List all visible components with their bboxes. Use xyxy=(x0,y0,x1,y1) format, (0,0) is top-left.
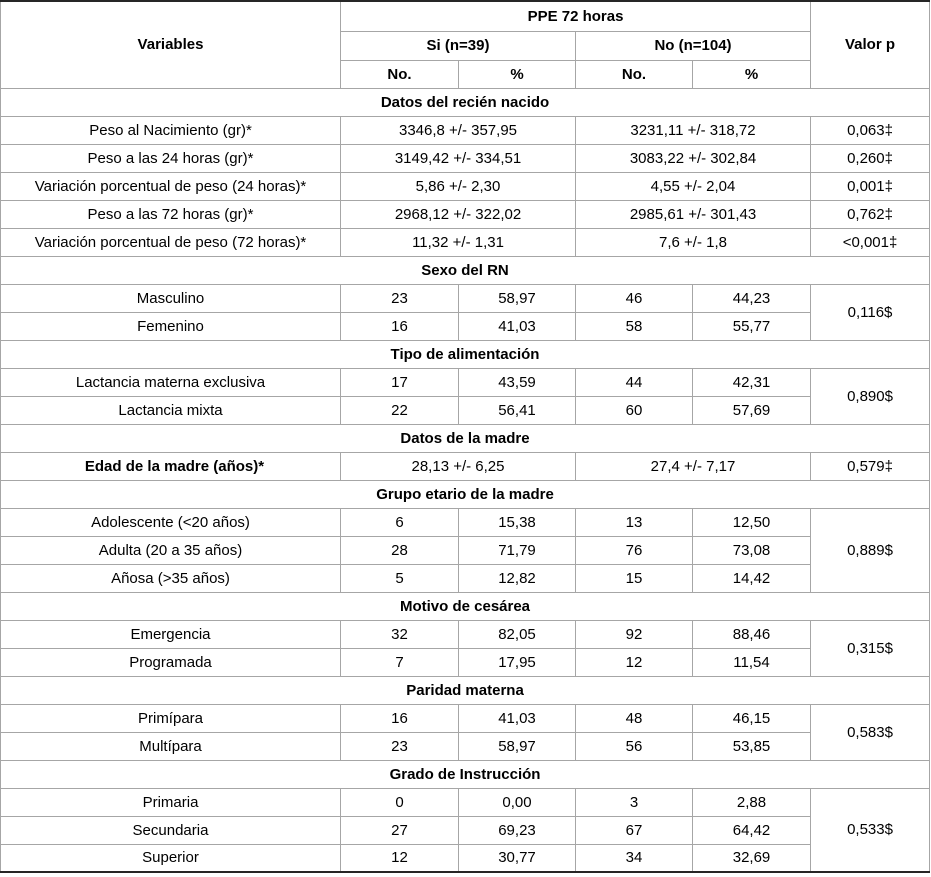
p-value: 0,315$ xyxy=(811,620,930,676)
p-value: 0,889$ xyxy=(811,508,930,592)
si-count: 22 xyxy=(341,396,459,424)
si-count: 6 xyxy=(341,508,459,536)
variable-label: Multípara xyxy=(1,732,341,760)
data-row xyxy=(1,732,930,760)
no-group-header: No (n=104) xyxy=(576,31,811,60)
variable-label: Variación porcentual de peso (72 horas)* xyxy=(1,228,341,256)
variable-label: Lactancia materna exclusiva xyxy=(1,368,341,396)
no-percent: 42,31 xyxy=(693,368,811,396)
si-percent: 43,59 xyxy=(459,368,576,396)
si-percent: 12,82 xyxy=(459,564,576,592)
section-title: Datos del recién nacido xyxy=(1,88,930,116)
si-percent: 56,41 xyxy=(459,396,576,424)
section-title: Sexo del RN xyxy=(1,256,930,284)
no-percent: 12,50 xyxy=(693,508,811,536)
no-mean-value: 7,6 +/- 1,8 xyxy=(576,228,811,256)
no-count: 34 xyxy=(576,844,693,872)
no-count: 76 xyxy=(576,536,693,564)
variable-label: Variación porcentual de peso (24 horas)* xyxy=(1,172,341,200)
no-mean-value: 2985,61 +/- 301,43 xyxy=(576,200,811,228)
data-row xyxy=(1,200,930,228)
section-row xyxy=(1,480,930,508)
variable-label: Secundaria xyxy=(1,816,341,844)
variable-label: Peso al Nacimiento (gr)* xyxy=(1,116,341,144)
no-count: 48 xyxy=(576,704,693,732)
p-value: 0,890$ xyxy=(811,368,930,424)
si-mean-value: 3149,42 +/- 334,51 xyxy=(341,144,576,172)
section-title: Paridad materna xyxy=(1,676,930,704)
section-title: Grado de Instrucción xyxy=(1,760,930,788)
si-percent: 0,00 xyxy=(459,788,576,816)
no-count: 92 xyxy=(576,620,693,648)
header-row-1 xyxy=(1,1,930,31)
si-count: 12 xyxy=(341,844,459,872)
si-count-subheader: No. xyxy=(341,60,459,88)
no-percent: 14,42 xyxy=(693,564,811,592)
section-row xyxy=(1,88,930,116)
p-value: 0,579‡ xyxy=(811,452,930,480)
p-value: 0,762‡ xyxy=(811,200,930,228)
si-mean-value: 2968,12 +/- 322,02 xyxy=(341,200,576,228)
no-count: 3 xyxy=(576,788,693,816)
variable-label: Añosa (>35 años) xyxy=(1,564,341,592)
variable-label: Primípara xyxy=(1,704,341,732)
data-row xyxy=(1,172,930,200)
variable-label: Adulta (20 a 35 años) xyxy=(1,536,341,564)
si-count: 16 xyxy=(341,704,459,732)
no-count: 58 xyxy=(576,312,693,340)
si-mean-value: 5,86 +/- 2,30 xyxy=(341,172,576,200)
data-row xyxy=(1,396,930,424)
valor-p-column-header: Valor p xyxy=(811,1,930,88)
si-percent: 58,97 xyxy=(459,284,576,312)
si-count: 16 xyxy=(341,312,459,340)
section-row xyxy=(1,592,930,620)
no-percent: 88,46 xyxy=(693,620,811,648)
data-row xyxy=(1,564,930,592)
section-title: Datos de la madre xyxy=(1,424,930,452)
data-row xyxy=(1,144,930,172)
table-header xyxy=(1,1,930,88)
no-count: 67 xyxy=(576,816,693,844)
si-mean-value: 28,13 +/- 6,25 xyxy=(341,452,576,480)
variable-label: Primaria xyxy=(1,788,341,816)
variable-label: Superior xyxy=(1,844,341,872)
no-mean-value: 4,55 +/- 2,04 xyxy=(576,172,811,200)
si-count: 27 xyxy=(341,816,459,844)
p-value: 0,533$ xyxy=(811,788,930,872)
section-title: Tipo de alimentación xyxy=(1,340,930,368)
data-row xyxy=(1,620,930,648)
no-percent-subheader: % xyxy=(693,60,811,88)
section-title: Motivo de cesárea xyxy=(1,592,930,620)
variable-label: Lactancia mixta xyxy=(1,396,341,424)
section-row xyxy=(1,676,930,704)
variable-label: Peso a las 72 horas (gr)* xyxy=(1,200,341,228)
no-count-subheader: No. xyxy=(576,60,693,88)
si-percent: 41,03 xyxy=(459,312,576,340)
si-mean-value: 3346,8 +/- 357,95 xyxy=(341,116,576,144)
variable-label: Adolescente (<20 años) xyxy=(1,508,341,536)
data-row xyxy=(1,452,930,480)
no-count: 56 xyxy=(576,732,693,760)
no-percent: 57,69 xyxy=(693,396,811,424)
variable-label: Edad de la madre (años)* xyxy=(1,452,341,480)
no-percent: 64,42 xyxy=(693,816,811,844)
data-row xyxy=(1,228,930,256)
si-percent: 30,77 xyxy=(459,844,576,872)
no-mean-value: 3231,11 +/- 318,72 xyxy=(576,116,811,144)
si-mean-value: 11,32 +/- 1,31 xyxy=(341,228,576,256)
data-row xyxy=(1,816,930,844)
p-value: 0,583$ xyxy=(811,704,930,760)
data-row xyxy=(1,116,930,144)
table-body xyxy=(1,88,930,872)
si-percent: 17,95 xyxy=(459,648,576,676)
no-mean-value: 27,4 +/- 7,17 xyxy=(576,452,811,480)
si-count: 0 xyxy=(341,788,459,816)
variable-label: Emergencia xyxy=(1,620,341,648)
variables-column-header: Variables xyxy=(1,1,341,88)
p-value: 0,260‡ xyxy=(811,144,930,172)
no-count: 60 xyxy=(576,396,693,424)
p-value: <0,001‡ xyxy=(811,228,930,256)
si-count: 32 xyxy=(341,620,459,648)
si-percent: 71,79 xyxy=(459,536,576,564)
si-count: 7 xyxy=(341,648,459,676)
si-count: 5 xyxy=(341,564,459,592)
variable-label: Masculino xyxy=(1,284,341,312)
section-row xyxy=(1,256,930,284)
no-mean-value: 3083,22 +/- 302,84 xyxy=(576,144,811,172)
no-count: 12 xyxy=(576,648,693,676)
variable-label: Programada xyxy=(1,648,341,676)
data-row xyxy=(1,704,930,732)
si-percent: 41,03 xyxy=(459,704,576,732)
data-row xyxy=(1,788,930,816)
si-count: 28 xyxy=(341,536,459,564)
p-value: 0,116$ xyxy=(811,284,930,340)
data-row xyxy=(1,844,930,872)
si-count: 17 xyxy=(341,368,459,396)
no-percent: 46,15 xyxy=(693,704,811,732)
no-percent: 11,54 xyxy=(693,648,811,676)
variable-label: Femenino xyxy=(1,312,341,340)
no-percent: 53,85 xyxy=(693,732,811,760)
section-row xyxy=(1,424,930,452)
si-percent: 69,23 xyxy=(459,816,576,844)
no-count: 46 xyxy=(576,284,693,312)
si-percent: 15,38 xyxy=(459,508,576,536)
section-row xyxy=(1,340,930,368)
data-row xyxy=(1,284,930,312)
no-count: 15 xyxy=(576,564,693,592)
no-percent: 32,69 xyxy=(693,844,811,872)
si-count: 23 xyxy=(341,732,459,760)
si-percent: 58,97 xyxy=(459,732,576,760)
section-row xyxy=(1,760,930,788)
no-count: 13 xyxy=(576,508,693,536)
variable-label: Peso a las 24 horas (gr)* xyxy=(1,144,341,172)
no-count: 44 xyxy=(576,368,693,396)
p-value: 0,001‡ xyxy=(811,172,930,200)
si-percent: 82,05 xyxy=(459,620,576,648)
p-value: 0,063‡ xyxy=(811,116,930,144)
data-row xyxy=(1,508,930,536)
no-percent: 73,08 xyxy=(693,536,811,564)
data-row xyxy=(1,648,930,676)
si-count: 23 xyxy=(341,284,459,312)
si-percent-subheader: % xyxy=(459,60,576,88)
no-percent: 2,88 xyxy=(693,788,811,816)
data-row xyxy=(1,368,930,396)
section-title: Grupo etario de la madre xyxy=(1,480,930,508)
si-group-header: Si (n=39) xyxy=(341,31,576,60)
no-percent: 44,23 xyxy=(693,284,811,312)
data-row xyxy=(1,536,930,564)
no-percent: 55,77 xyxy=(693,312,811,340)
ppe-group-header: PPE 72 horas xyxy=(341,1,811,31)
data-row xyxy=(1,312,930,340)
